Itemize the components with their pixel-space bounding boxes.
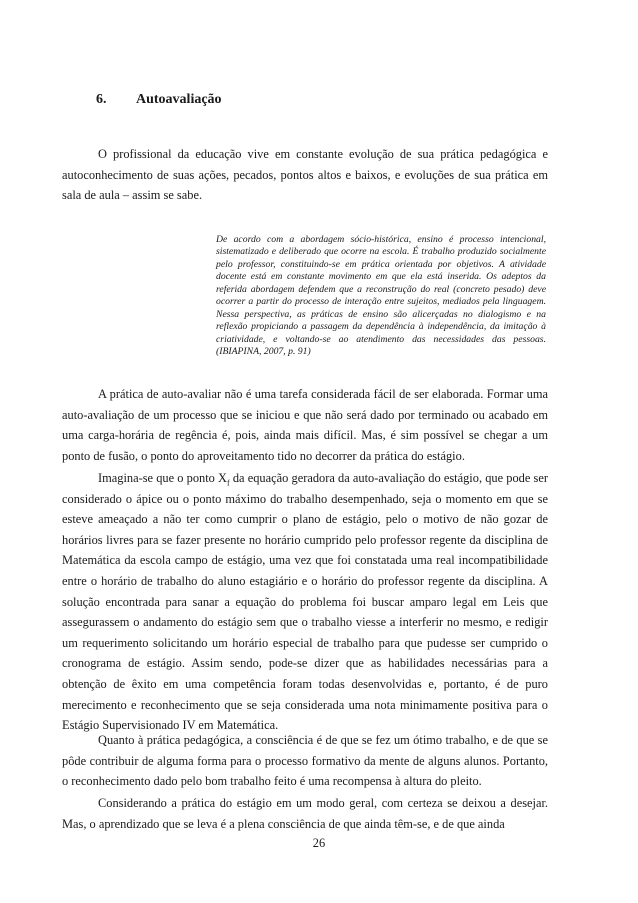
paragraph-2-part-2: da equação geradora da auto-avaliação do estágio, que pode ser considerado o ápice ou o ponto máximo do trabalho desempenhado, seja o momento em que se esteve ameaçado a não ter como cumprir o plano de estágio, pelo o motivo de não gozar de horários livres para se fazer presente no horário cumprido pelo professor regente da disciplina de Matemática da escola campo de estágio, uma vez que foi constatada uma real incompatibilidade entre o horário de trabalho do aluno estagiário e o horário do professor regente da disciplina. A solução encontrada para sanar a equação do problema foi buscar amparo legal em Leis que assegurassem o andamento do estágio sem que o trabalho viesse a interferir no mesmo, e redigir um requerimento solicitando um horário especial de trabalho para que pudesse ser cumprido o cronograma de estágio. Assim sendo, pode-se dizer que as habilidades necessárias para a obtenção de êxito em uma competência foram todas desenvolvidas e, portanto, é de puro merecimento e reconhecimento que se seja considerada uma nota minimamente positiva para o Estágio Supervisionado IV em Matemática. bbox=[62, 471, 548, 733]
section-number: 6. bbox=[96, 92, 107, 107]
paragraph-2-part-1: Imagina-se que o ponto X bbox=[98, 471, 228, 485]
block-quote: De acordo com a abordagem sócio-histórica, ensino é processo intencional, sistematizado e deliberado que ocorre na escola. É trabalho produzido socialmente pelo professor, constituindo-se em prática orientada por objetivos. A atividade docente está em constante movimento em que ela está inserida. Os adeptos da referida abordagem defendem que a reconstrução do real (concreto pesado) deve ocorrer a partir do processo de interação entre sujeitos, mediados pela linguagem. Nessa perspectiva, as práticas de ensino são alicerçadas no dialogismo e na reflexão propiciando a passagem da dependência à independência, da imitação à criatividade, e voltando-se ao atendimento das necessidades das pessoas. (IBIAPINA, 2007, p. 91) bbox=[216, 234, 546, 358]
paragraph-1: A prática de auto-avaliar não é uma tarefa considerada fácil de ser elaborada. Formar uma auto-avaliação de um processo que se iniciou e que não será dado por terminado ou acabado em uma carga-horária de regência é, pois, ainda mais difícil. Mas, é sim possível se chegar a um ponto de fusão, o ponto do aproveitamento tido no decorrer da prática do estágio. bbox=[62, 387, 548, 463]
paragraph-2 bbox=[62, 468, 548, 736]
page-number: 26 bbox=[312, 836, 326, 850]
section-title: Autoavaliação bbox=[136, 92, 222, 107]
section-heading bbox=[96, 92, 222, 108]
intro-paragraph: O profissional da educação vive em constante evolução de sua prática pedagógica e autoconhecimento de suas ações, pecados, pontos altos e baixos, e evoluções de sua prática em sala de aula – assim se sabe. bbox=[62, 147, 548, 203]
paragraph-4: Considerando a prática do estágio em um modo geral, com certeza se deixou a desejar. Mas, o aprendizado que se leva é a plena consciência de que ainda têm-se, e de que ainda bbox=[62, 796, 548, 831]
paragraph-3: Quanto à prática pedagógica, a consciência é de que se fez um ótimo trabalho, e de que se pôde contribuir de alguma forma para o processo formativo da mente de alguns alunos. Portanto, o reconhecimento dado pelo bom trabalho feito é uma recompensa à altura do pleito. bbox=[62, 733, 548, 789]
paragraph-2-subscript: f bbox=[227, 478, 230, 488]
